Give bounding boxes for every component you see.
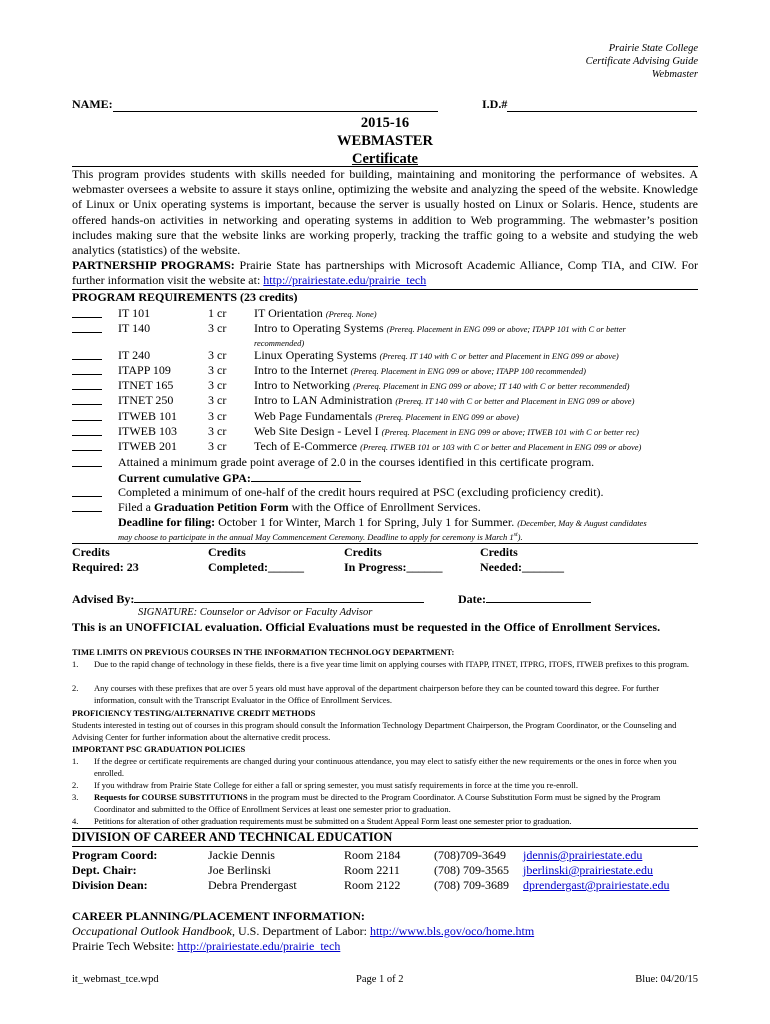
course-prereq: (Prereq. IT 140 with C or better and Placement in ENG 099 or above) [395,396,635,406]
division-rule [72,846,698,847]
contact-role: Dept. Chair: [72,863,137,877]
course-name: Intro to the Internet (Prereq. Placement in ENG 099 or above; ITAPP 100 recommended) [254,363,586,377]
proficiency-heading: PROFICIENCY TESTING/ALTERNATIVE CREDIT METHODS [72,708,316,718]
course-name: Intro to Networking (Prereq. Placement in ENG 099 or above; IT 140 with C or better recommended) [254,378,630,392]
time-limit-item: 2. Any courses with these prefixes that are over 5 years old must have approval of the department chairperson before they can be counted toward this degree. For further information, consult with the Transcript Evaluator in the Office of Enrollment Services. [72,683,660,705]
course-credits: 3 cr [208,439,227,453]
course-credits: 1 cr [208,306,227,320]
contact-room: Room 2211 [344,863,400,877]
gpa-field[interactable] [251,470,361,482]
course-row [72,424,712,439]
footer-page-number: Page 1 of 2 [356,974,404,985]
name-id-row [72,97,698,112]
course-prereq-cont: recommended) [254,338,305,348]
course-row [72,393,712,408]
course-credits: 3 cr [208,378,227,392]
course-credits: 3 cr [208,321,227,335]
course-check-blank[interactable] [72,321,102,333]
career-info [72,909,698,955]
course-credits: 3 cr [208,348,227,362]
partnership-label: PARTNERSHIP PROGRAMS: [72,258,235,273]
time-limits-heading: TIME LIMITS ON PREVIOUS COURSES IN THE INFORMATION TECHNOLOGY DEPARTMENT: [72,647,455,657]
policy-item: 3. Requests for COURSE SUBSTITUTIONS in the program must be directed to the Program Coordinator. A Course Substitution Form must be signed by the Program Coordinator and submitted to the Office of Enrollment Services at least one semester prior to graduation. [72,792,661,814]
course-check-blank[interactable] [72,409,102,421]
date-field[interactable] [486,591,591,603]
course-name: Tech of E-Commerce (Prereq. ITWEB 101 or 103 with C or better and Placement in ENG 099 or above) [254,439,642,453]
ooh-link[interactable]: http://www.bls.gov/oco/home.htm [369,924,535,939]
contact-name: Debra Prendergast [208,878,297,892]
contact-room: Room 2184 [344,848,401,862]
course-prereq: (Prereq. None) [325,309,377,319]
course-prereq: (Prereq. IT 140 with C or better and Placement in ENG 099 or above) [379,351,619,361]
course-row [72,321,712,348]
course-check-blank[interactable] [72,306,102,318]
contact-email-link[interactable]: jberlinski@prairiestate.edu [523,863,654,877]
deadline-note-row: may choose to participate in the annual May Commencement Ceremony. Deadline to apply for ceremony is March 1st). [118,531,523,542]
advisor-signature-field[interactable] [134,591,424,603]
gpa-requirement: Attained a minimum grade point average of 2.0 in the courses identified in this certificate program. [72,455,712,470]
requirements-rule [72,543,698,544]
deadline-row: Deadline for filing: October 1 for Winter, March 1 for Spring, July 1 for Summer. (December, May & August candidates [118,515,647,529]
id-field[interactable] [507,99,697,112]
course-prereq: (Prereq. Placement in ENG 099 or above; ITAPP 101 with C or better [386,324,626,334]
course-prereq: (Prereq. ITWEB 101 or 103 with C or better and Placement in ENG 099 or above) [360,442,642,452]
course-row [72,363,712,378]
course-credits: 3 cr [208,409,227,423]
course-prereq: (Prereq. Placement in ENG 099 or above; ITAPP 100 recommended) [350,366,586,376]
course-code: IT 240 [118,348,151,362]
course-row [72,306,712,321]
half-credit-requirement: Completed a minimum of one-half of the credit hours required at PSC (excluding proficiency credit). [72,485,712,500]
contact-email-link[interactable]: dprendergast@prairiestate.edu [523,878,670,892]
course-check-blank[interactable] [72,424,102,436]
credits-required: Required: 23 [72,560,139,574]
policy-item: 2. If you withdraw from Prairie State College for either a fall or spring semester, you must satisfy requirements in force at the time you re-enroll. [72,780,579,790]
division-heading: DIVISION OF CAREER AND TECHNICAL EDUCATION [72,830,393,844]
course-code: ITWEB 103 [118,424,177,438]
contact-phone: (708) 709-3689 [434,878,509,892]
contact-role: Program Coord: [72,848,158,862]
course-prereq: (Prereq. Placement in ENG 099 or above; ITWEB 101 with C or better rec) [381,427,639,437]
course-check-blank[interactable] [72,439,102,451]
course-code: ITWEB 201 [118,439,177,453]
requirements-heading: PROGRAM REQUIREMENTS (23 credits) [72,290,298,304]
time-limit-item: 1. Due to the rapid change of technology in these fields, there is a five year time limit on applying courses with ITAPP, ITNET, ITPRG, ITOFS, ITWEB prefixes to this program. [72,659,690,669]
course-code: IT 101 [118,306,151,320]
cumulative-gpa-row: Current cumulative GPA: [72,470,712,485]
page-title [0,114,770,168]
partnership-text: Prairie State has partnerships with Microsoft Academic Alliance, Comp TIA, and CIW. For further information visit the website at: [72,258,698,288]
credits-in-progress[interactable]: In Progress:______ [344,560,443,574]
credits-needed[interactable]: Needed:_______ [480,560,564,574]
credits-completed[interactable]: Completed:______ [208,560,304,574]
contact-phone: (708)709-3649 [434,848,506,862]
course-name: Web Page Fundamentals (Prereq. Placement in ENG 099 or above) [254,409,519,423]
footer-version: Blue: 04/20/15 [635,974,698,985]
title-program: WEBMASTER [337,133,433,149]
guide-type: Certificate Advising Guide [585,56,698,67]
course-check-blank[interactable] [72,393,102,405]
course-name: IT Orientation (Prereq. None) [254,306,377,320]
partnership-link[interactable]: http://prairiestate.edu/prairie_tech [263,273,427,288]
petition-requirement: Filed a Graduation Petition Form with the Office of Enrollment Services. [72,500,712,515]
advised-by-label: Advised By: [72,592,135,606]
course-check-blank[interactable] [72,348,102,360]
check-blank[interactable] [72,485,102,497]
course-prereq: (Prereq. Placement in ENG 099 or above) [375,412,519,422]
course-row [72,378,712,393]
ooh-line: Occupational Outlook Handbook, U.S. Department of Labor: http://www.bls.gov/oco/home.htm [72,924,535,939]
check-blank[interactable] [72,500,102,512]
college-name: Prairie State College [608,43,698,54]
policies-heading: IMPORTANT PSC GRADUATION POLICIES [72,744,246,754]
course-prereq: (Prereq. Placement in ENG 099 or above; IT 140 with C or better recommended) [352,381,630,391]
unofficial-notice: This is an UNOFFICIAL evaluation. Official Evaluations must be requested in the Office of Enrollment Services. [72,620,661,634]
name-label: NAME: [72,97,113,111]
course-code: ITAPP 109 [118,363,171,377]
program-name-header: Webmaster [651,69,698,80]
course-name: Linux Operating Systems (Prereq. IT 140 with C or better and Placement in ENG 099 or above) [254,348,619,362]
course-credits: 3 cr [208,424,227,438]
policy-item: 4. Petitions for alteration of other graduation requirements must be submitted on a Student Appeal Form least one semester prior to graduation. [72,816,572,826]
course-name: Intro to Operating Systems (Prereq. Placement in ENG 099 or above; ITAPP 101 with C or better recommended) [254,321,626,348]
course-row [72,439,712,454]
footer-filename: it_webmast_tce.wpd [72,974,159,985]
title-type: Certificate [351,151,418,167]
course-row [72,409,712,424]
course-check-blank[interactable] [72,378,102,390]
course-name: Web Site Design - Level I (Prereq. Placement in ENG 099 or above; ITWEB 101 with C or better rec) [254,424,639,438]
id-label: I.D.# [482,97,508,111]
title-year: 2015-16 [360,115,410,131]
program-description: This program provides students with skills needed for building, maintaining and monitoring the performance of websites. A webmaster oversees a website to assure it stays online, optimizing the website and analyzing the speed of the website. Knowledge of Linux or Unix operating systems is important, because the server is usually hosted on Linux or Solaris. Hence, students are offered hands-on activities in networking and operating systems in addition to Web programming. The webmaster’s position includes making sure that the website links are working properly, tracking the traffic going to a website and studying the web analytics (statistics) of the website. PARTNERSHIP PROGRAMS: Prairie State has partnerships with Microsoft Academic Alliance, Comp TIA, and CIW. For further information visit the website at: http://prairiestate.edu/prairie_tech [72,167,698,288]
document-header [586,42,698,81]
course-code: ITWEB 101 [118,409,177,423]
advising-guide-page: Prairie State College Certificate Advising Guide Webmaster NAME: I.D.# 2015-16 WEBMASTER Certificate This program provides students with skills needed for building, maintaining and monitoring the performance of websites. A webmaster oversees a website to assure it stays online, optimizing the website and analyzing the speed of the website. Knowledge of Linux or Unix operating systems is important, because the server is usually hosted on Linux or Solaris. Hence, students are offered hands-on activities in networking and operating systems in addition to Web programming. The webmaster’s position includes making sure that the website links are working properly, tracking the traffic going to a website and studying the web analytics (statistics) of the website. PARTNERSHIP PROGRAMS: Prairie State has partnerships with Microsoft Academic Alliance, Comp TIA, and CIW. For further information visit the website at: http://prairiestate.edu/prairie_tech PROGRAM REQUIREMENTS (23 credits) IT 101 1 cr IT Orientation (Prereq. None) IT 140 3 cr Intro to Operating Systems (Prereq. Placement in ENG 099 or above; ITAPP 101 with C or better recommended) IT 240 3 cr Linux Operating Systems (Prereq. IT 140 with C or better and Placement in ENG 099 or above) ITAPP 109 3 cr Intro to the Internet (Prereq. Placement in ENG 099 or above; ITAPP 100 recommended) ITNET 165 3 cr Intro to Networking (Prereq. Placement in ENG 099 or above; IT 140 with C or better recommended) ITNET 250 3 cr Intro to LAN Administration (Prereq. IT 140 with C or better and Placement in ENG 099 or above) ITWEB 101 3 cr Web Page Fundamentals (Prereq. Placement in ENG 099 or above) ITWEB 103 3 cr Web Site Design - Level I (Prereq. Placement in ENG 099 or above; ITWEB 101 with C or better rec) ITWEB 201 3 cr Tech of E-Commerce (Prereq. ITWEB 101 or 103 with C or better and Placement in ENG 099 or above) Attained a minimum grade point average of 2.0 in the courses identified in this certificate program. Current cumulative GPA: Completed a minimum of one-half of the credit hours required at PSC (excluding proficiency credit). Filed a Graduation Petition Form with the Office of Enrollment Services. Deadline for filing: October 1 for Winter, March 1 for Spring, July 1 for Summer. (December, May & August candidates may choose to participate in the annual May Commencement Ceremony. Deadline to apply for ceremony is March 1st). Credits Required: 23 Credits Completed:______ Credits In Progress:______ Credits Needed:_______ Advised By: Date: SIGNATURE: Counselor or Advisor or Faculty Advisor This is an UNOFFICIAL evaluation. Official Evaluations must be requested in the Office of Enrollment Services. TIME LIMITS ON PREVIOUS COURSES IN THE INFORMATION TECHNOLOGY DEPARTMENT: 1. Due to the rapid change of technology in these fields, there is a five year time limit on applying courses with ITAPP, ITNET, ITPRG, ITOFS, ITWEB prefixes to this program. 2. Any courses with these prefixes that are over 5 years old must have approval of the department chairperson before they can be counted toward this degree. For further information, consult with the Transcript Evaluator in the Office of Enrollment Services. PROFICIENCY TESTING/ALTERNATIVE CREDIT METHODS Students interested in testing out of courses in this program should consult the Information Technology Department Chairperson, the Program Coordinator, or the Counseling and Advising Center for further information about the alternative credit process. IMPORTANT PSC GRADUATION POLICIES 1. If the degree or certificate requirements are changed during your continuous attendance, you may elect to satisfy either the new requirements or the ones in force when you enrolled. 2. If you withdraw from Prairie State College for either a fall or spring semester, you must satisfy requirements in force at the time you re-enroll. 3. Requests for COURSE SUBSTITUTIONS in the program must be directed to the Program Coordinator. A Course Substitution Form must be signed by the Program Coordinator and submitted to the Office of Enrollment Services at least one semester prior to graduation. 4. Petitions for alteration of other graduation requirements must be submitted on a Student Appeal Form least one semester prior to graduation. DIVISION OF CAREER AND TECHNICAL EDUCATION Program Coord: Jackie Dennis Room 2184 (708)709-3649 jdennis@prairiestate.edu Dept. Chair: Joe Berlinski Room 2211 (708) 709-3565 jberlinski@prairiestate.edu Division Dean: Debra Prendergast Room 2122 (708) 709-3689 dprendergast@prairiestate.edu CAREER PLANNING/PLACEMENT INFORMATION: Occupational Outlook Handbook, U.S. Department of Labor: http://www.bls.gov/oco/home.htm Prairie Tech Website: http://prairiestate.edu/prairie_tech it_webmast_tce.wpd Page 1 of 2 Blue: 04/20/15 [0,0,770,1024]
course-credits: 3 cr [208,393,227,407]
course-row [72,348,712,363]
contact-name: Joe Berlinski [208,863,271,877]
prairie-tech-link[interactable]: http://prairiestate.edu/prairie_tech [177,939,341,954]
check-blank[interactable] [72,455,102,467]
name-field[interactable] [113,99,438,112]
signature-caption: SIGNATURE: Counselor or Advisor or Faculty Advisor [138,607,373,618]
policy-item: 1. If the degree or certificate requirements are changed during your continuous attendance, you may elect to satisfy either the new requirements or the ones in force when you enrolled. [72,756,677,778]
contact-name: Jackie Dennis [208,848,275,862]
policies-rule [72,828,698,829]
proficiency-text: Students interested in testing out of courses in this program should consult the Information Technology Department Chairperson, the Program Coordinator, or the Counseling and Advising Center for further information about the alternative credit process. [72,720,677,742]
course-code: ITNET 165 [118,378,174,392]
tech-line: Prairie Tech Website: http://prairiestate.edu/prairie_tech [72,939,341,954]
contact-role: Division Dean: [72,878,148,892]
contact-room: Room 2122 [344,878,401,892]
contact-phone: (708) 709-3565 [434,863,509,877]
course-credits: 3 cr [208,363,227,377]
contact-email-link[interactable]: jdennis@prairiestate.edu [523,848,643,862]
career-heading: CAREER PLANNING/PLACEMENT INFORMATION: [72,909,365,923]
course-check-blank[interactable] [72,363,102,375]
course-code: IT 140 [118,321,151,335]
course-name: Intro to LAN Administration (Prereq. IT 140 with C or better and Placement in ENG 099 or above) [254,393,635,407]
date-label: Date: [458,592,486,606]
course-code: ITNET 250 [118,393,174,407]
